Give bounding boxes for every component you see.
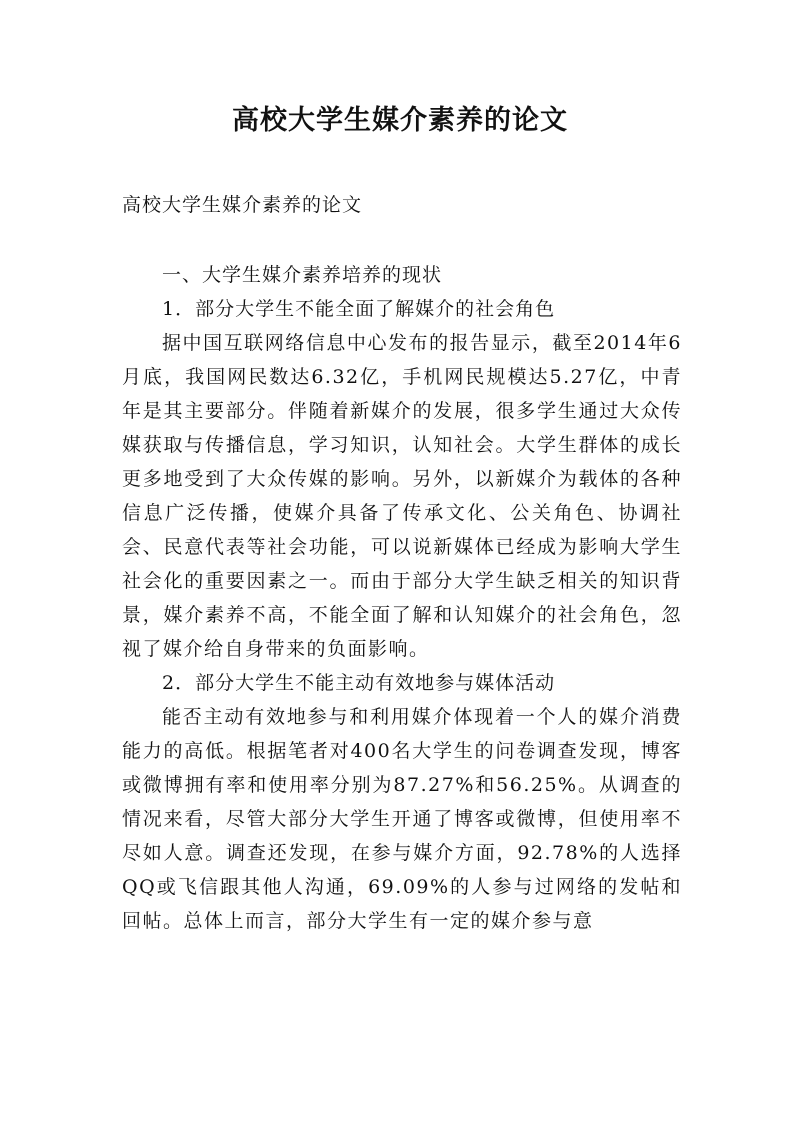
section-heading: 一、大学生媒介素养培养的现状	[162, 264, 443, 286]
item-heading-1: 1．部分大学生不能全面了解媒介的社会角色	[162, 298, 556, 320]
document-title: 高校大学生媒介素养的论文	[232, 105, 568, 136]
item-heading-2: 2．部分大学生不能主动有效地参与媒体活动	[162, 672, 556, 694]
document-subtitle: 高校大学生媒介素养的论文	[122, 194, 363, 216]
body-paragraph-1: 据中国互联网络信息中心发布的报告显示，截至2014年6月底，我国网民数达6.32亿，手机网民规模达5.27亿，中青年是其主要部分。伴随着新媒介的发展，很多学生通过大众传媒获取与传播信息，学习知识，认知社会。大学生群体的成长更多地受到了大众传媒的影响。另外，以新媒介为载体的各种信息广泛传播，使媒介具备了传承文化、公关角色、协调社会、民意代表等社会功能，可以说新媒体已经成为影响大学生社会化的重要因素之一。而由于部分大学生缺乏相关的知识背景，媒介素养不高，不能全面了解和认知媒介的社会角色，忽视了媒介给自身带来的负面影响。	[122, 332, 682, 660]
document-body	[122, 258, 682, 938]
body-paragraph-2: 能否主动有效地参与和利用媒介体现着一个人的媒介消费能力的高低。根据笔者对400名大学生的问卷调查发现，博客或微博拥有率和使用率分别为87.27%和56.25%。从调查的情况来看，尽管大部分大学生开通了博客或微博，但使用率不尽如人意。调查还发现，在参与媒介方面，92.78%的人选择QQ或飞信跟其他人沟通，69.09%的人参与过网络的发帖和回帖。总体上而言，部分大学生有一定的媒介参与意	[122, 706, 682, 932]
